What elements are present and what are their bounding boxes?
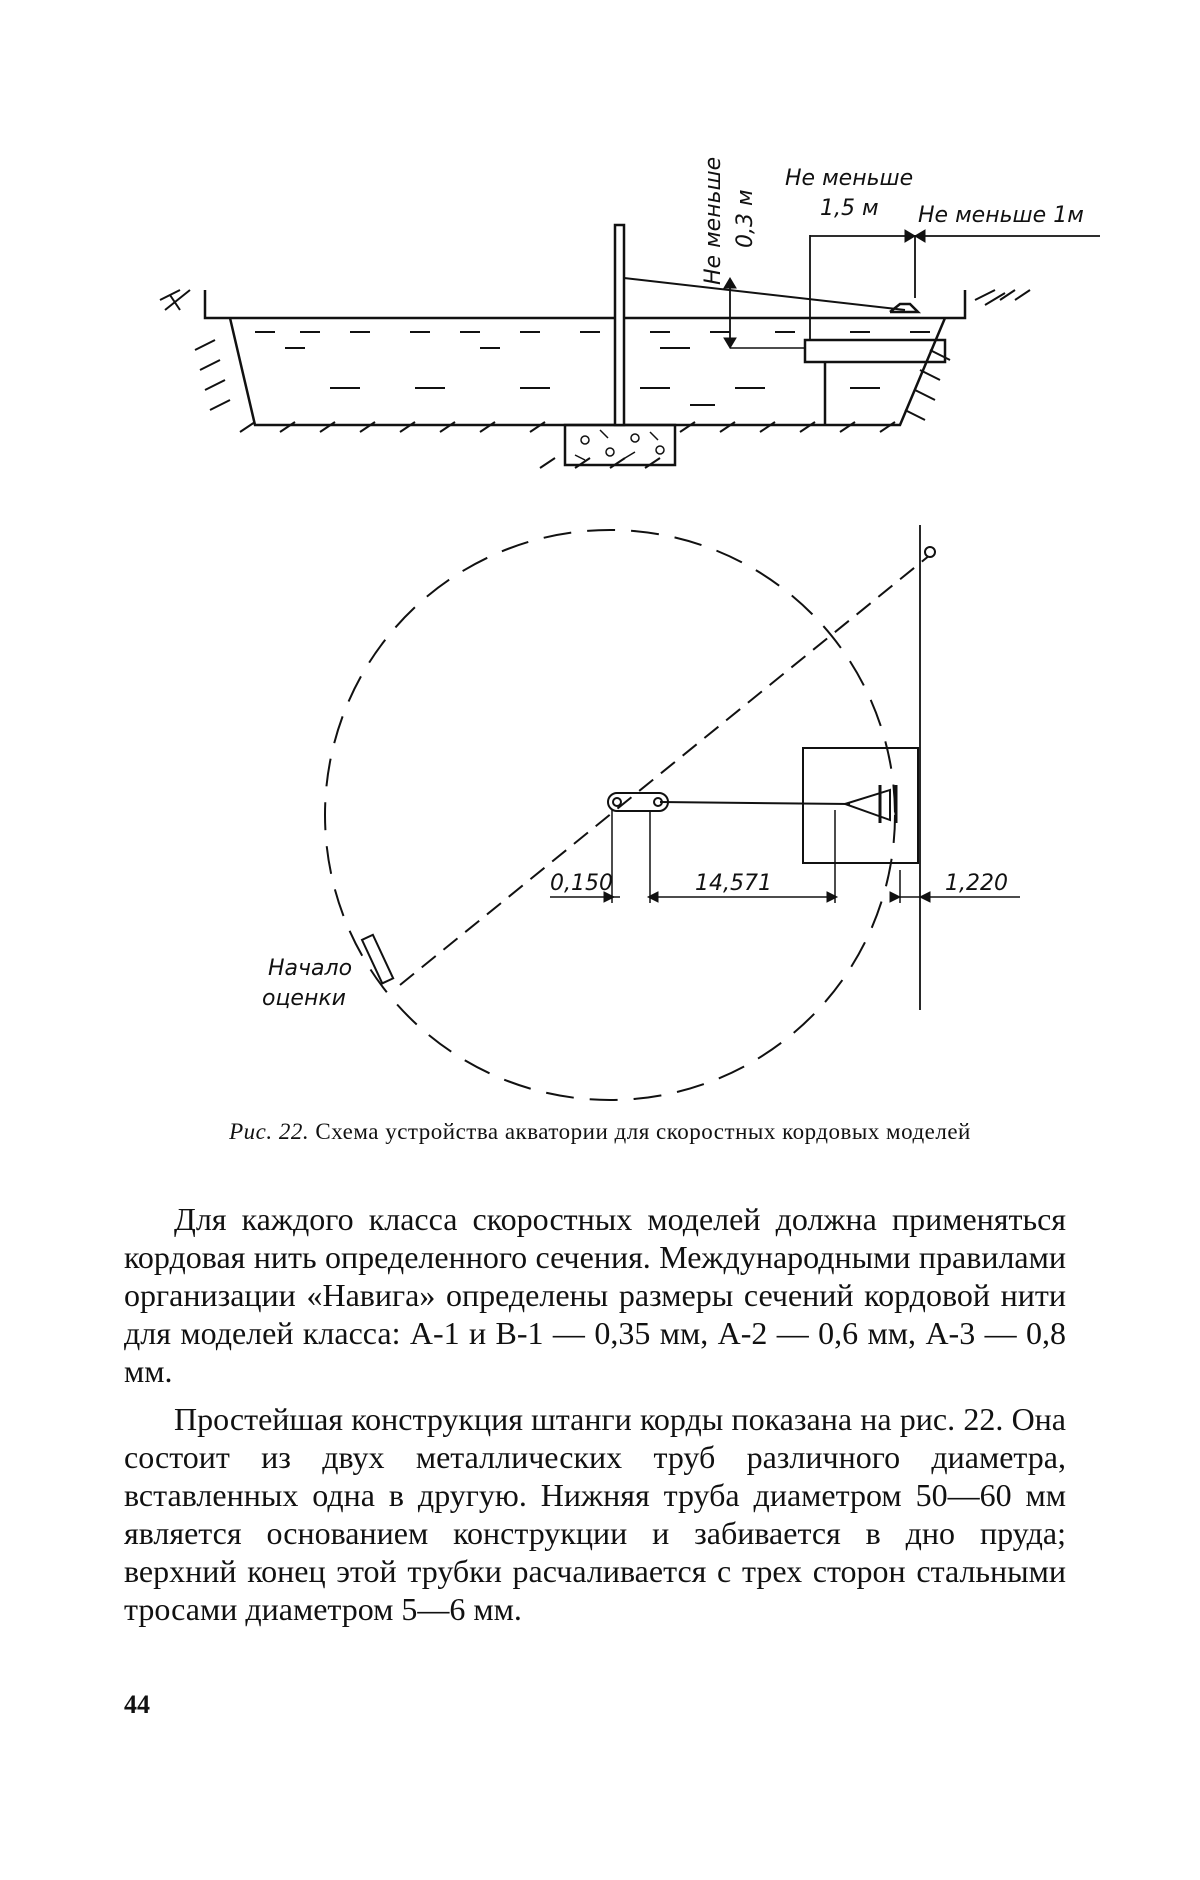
soil-hatching xyxy=(160,290,1030,468)
figure-caption xyxy=(130,1118,1070,1146)
start-marker xyxy=(362,935,393,984)
label-start-line2: оценки xyxy=(262,986,346,1011)
label-0-3m: 0,3 м xyxy=(733,189,758,248)
left-bank xyxy=(205,290,230,318)
cord-line xyxy=(624,278,905,310)
pivot-plate xyxy=(608,793,668,811)
label-1-5m: 1,5 м xyxy=(820,196,879,221)
paragraph-2: Простейшая конструкция штанги корды показана на рис. 22. Она состоит из двух металлических труб различного диаметра, вставленных одна в другую. Нижняя труба диаметром 50—60 мм является основанием конструкции и забивается в дно пруда; верхний конец этой трубки расчаливается с трех сторон стальными тросами диаметром 5—6 мм. xyxy=(124,1401,1066,1627)
label-not-less-1m: Не меньше 1м xyxy=(918,203,1084,228)
water-hatching xyxy=(255,332,930,405)
label-not-less-top: Не меньше xyxy=(785,166,914,191)
pond-cross-section xyxy=(160,225,1100,468)
measuring-box xyxy=(803,748,918,863)
label-not-less-vertical: Не меньше xyxy=(701,156,726,285)
dim-14571: 14,571 xyxy=(695,871,772,896)
plan-cord xyxy=(660,802,850,804)
label-start-line1: Начало xyxy=(268,956,353,981)
start-diameter xyxy=(400,555,930,985)
caption-figure-number: Рис. 22. xyxy=(229,1119,310,1144)
foundation-fill xyxy=(575,430,664,460)
dim-1220: 1,220 xyxy=(945,871,1008,896)
dim-0150: 0,150 xyxy=(550,871,613,896)
cord-pole xyxy=(615,225,624,425)
pond-outline xyxy=(230,318,945,425)
paragraph-1: Для каждого класса скоростных моделей должна применяться кордовая нить определенного сечения. Международными правилами организации «Навига» определены размеры сечений кордовой нити для моделей класса: А-1 и В-1 — 0,35 мм, А-2 — 0,6 мм, А-3 — 0,8 мм. xyxy=(124,1201,1066,1389)
plan-view xyxy=(325,525,1020,1100)
right-bank xyxy=(945,290,965,318)
model-boat xyxy=(890,304,918,312)
body-text xyxy=(124,1200,1066,1628)
platform xyxy=(805,340,945,362)
page-number: 44 xyxy=(124,1690,150,1719)
caption-text: Схема устройства акватории для скоростных кордовых моделей xyxy=(315,1119,971,1144)
flight-circle xyxy=(325,530,895,1100)
